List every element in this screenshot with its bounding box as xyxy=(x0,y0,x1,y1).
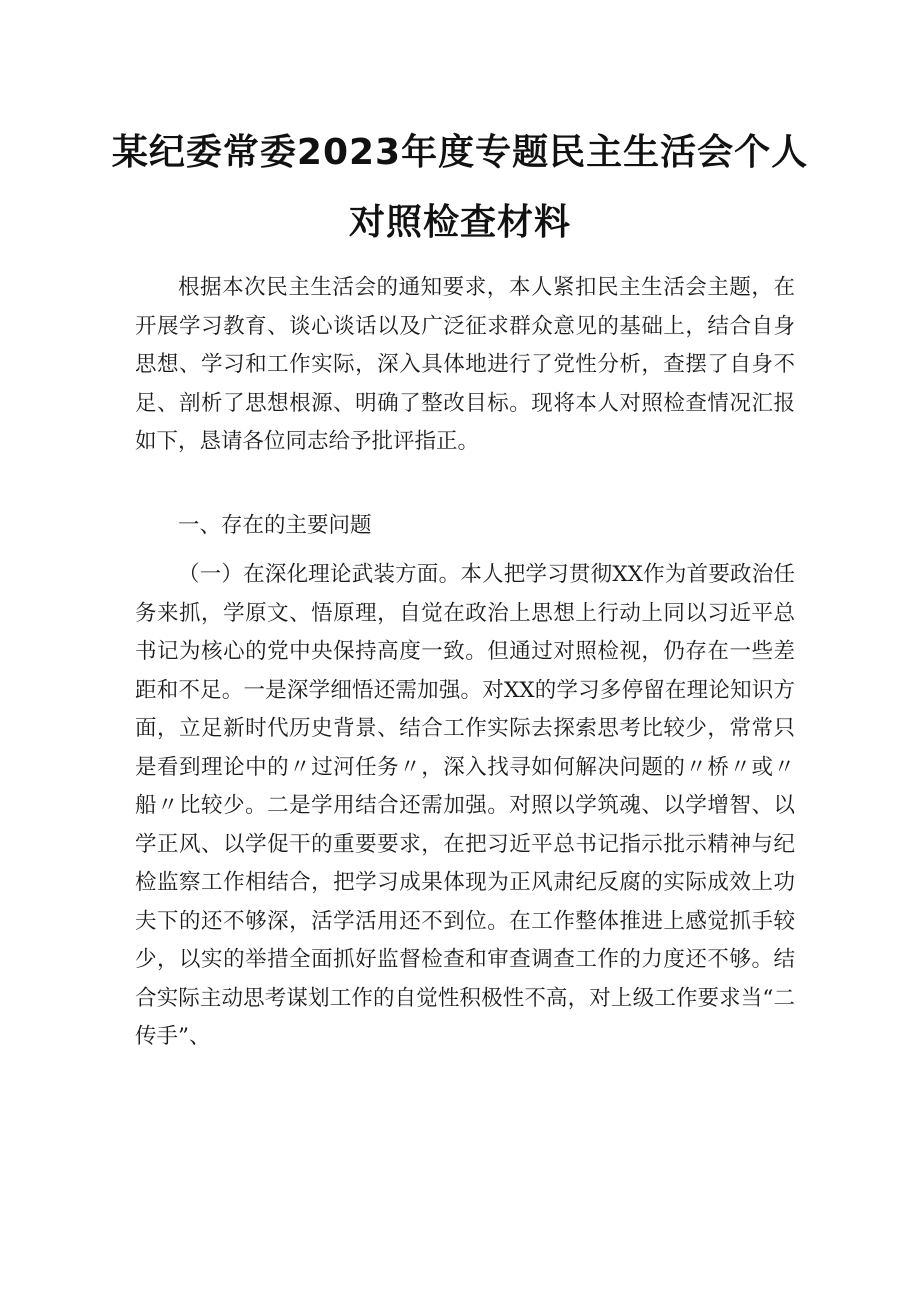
document-title-line-1: 某纪委常委2023年度专题民主生活会个人 xyxy=(111,132,809,173)
intro-paragraph: 根据本次民主生活会的通知要求，本人紧扣民主生活会主题，在开展学习教育、谈心谈话以及广泛征求群众意见的基础上，结合自身思想、学习和工作实际，深入具体地进行了党性分析，查摆了自身不足、剖析了思想根源、明确了整改目标。现将本人对照检查情况汇报如下，恳请各位同志给予批评指正。 xyxy=(135,275,795,454)
section-1-paragraph: （一）在深化理论武装方面。本人把学习贯彻XX作为首要政治任务来抓，学原文、悟原理，自觉在政治上思想上行动上同以习近平总书记为核心的党中央保持高度一致。但通过对照检视，仍存在一些差距和不足。一是深学细悟还需加强。对XX的学习多停留在理论知识方面，立足新时代历史背景、结合工作实际去探索思考比较少，常常只是看到理论中的〃过河任务〃，深入找寻如何解决问题的〃桥〃或〃船〃比较少。二是学用结合还需加强。对照以学筑魂、以学增智、以学正风、以学促干的重要要求，在把习近平总书记指示批示精神与纪检监察工作相结合，把学习成果体现为正风肃纪反腐的实际成效上功夫下的还不够深，活学活用还不到位。在工作整体推进上感觉抓手较少，以实的举措全面抓好监督检查和审查调查工作的力度还不够。结合实际主动思考谋划工作的自觉性积极性不高，对上级工作要求当“二传手”、 xyxy=(135,562,795,1049)
document-title-line-2: 对照检查材料 xyxy=(348,202,571,243)
section-heading: 一、存在的主要问题 xyxy=(178,513,372,538)
